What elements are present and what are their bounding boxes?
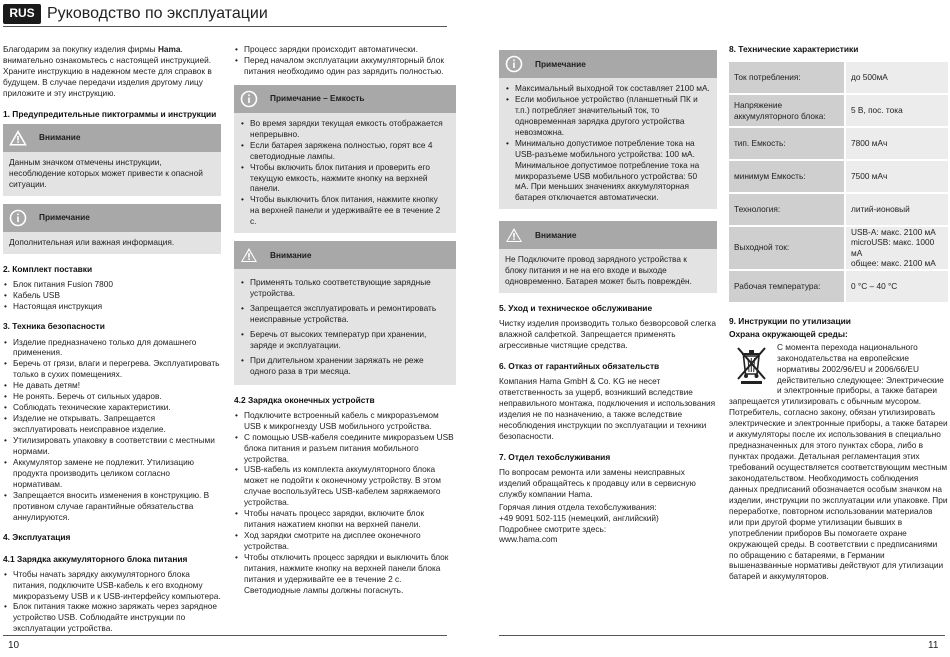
page-title: Руководство по эксплуатации (47, 5, 268, 23)
care-text: Чистку изделия производить только безворсовой слегка влажной салфеткой. Запрещается применять агрессивные чистящие средства. (499, 318, 716, 351)
table-row: Технология: литий-ионовый (729, 193, 948, 226)
list-item: • Блок питания также можно заряжать через зарядное устройство USB. Соблюдайте инструкции по эксплуатации устройства. (3, 601, 221, 634)
section-5-title: 5. Уход и техническое обслуживание (499, 303, 653, 314)
more-info-label: Подробнее смотрите здесь: (499, 523, 607, 534)
charging-list (3, 569, 221, 635)
column-3 (499, 50, 717, 545)
column-2 (234, 44, 456, 601)
list-item: • С помощью USB-кабеля соедините микроразъем USB блока питания и разъем питания мобильного устройства. (234, 432, 456, 465)
page-header (3, 3, 268, 25)
list-item: • USB-кабель из комплекта аккумуляторного блока может не подойти к оконечному устройству. В этом случае воспользуйтесь USB-кабелем заряжаемого устройства. (234, 464, 456, 508)
list-item: • Подключите встроенный кабель с микроразъемом USB к микрогнезду USB мобильного устройства. (234, 410, 456, 432)
header-rule (3, 26, 447, 27)
warranty-text: Компания Hama GmbH & Co. KG не несет ответственность за ущерб, возникший вследствие неправильного монтажа, подключения и использования изделия не по назначению, а также вследствие несоблюдения инструкции по эксплуатации и техники безопасности. (499, 376, 716, 441)
section-4-title: 4. Эксплуатация (3, 532, 71, 543)
hotline-phone: +49 9091 502-115 (немецкий, английский) (499, 512, 659, 523)
warning-box-header: Внимание (234, 241, 456, 269)
table-row: Ток потребления: до 500мА (729, 62, 948, 94)
table-row: Рабочая температура: 0 °C – 40 °C (729, 270, 948, 303)
disposal-text: С момента перехода национального законодательства на европейские нормативы 2002/96/EU и 2006/66/EU действительно следующее: Электрические и электронные приборы, а также батареи запрещается утилизировать с обычным мусором. Потребитель, согласно закону, обязан утилизировать электрические и электронные приборы, а также батареи и аккумуляторы после их использования в специально предназначенных для этого пунктах сбора, либо в пунктах продажи. Детальная регламентация этих требований осуществляется соответствующим местным законодательством. Необходимость соблюдения данных предписаний обозначается особым значком на изделии, инструкции по эксплуатации или упаковке. При переработке, повторном использовании материалов или при другой форме утилизации бывших в употреблении приборов Вы помогаете охране окружающей среды. В соответствии с предписаниями по обращению с батареями, в Германии вышеназванные нормативы действуют для утилизации батарей и аккумуляторов. (729, 341, 948, 582)
list-item: • Максимальный выходной ток составляет 2100 мА. (505, 83, 710, 94)
list-item: • Чтобы начать процесс зарядки, включите блок питания нажатием кнопки на верхней панели. (234, 508, 456, 530)
service-text: По вопросам ремонта или замены неисправных изделий обращайтесь к продавцу или в сервисную службу компании Hama. (499, 466, 696, 499)
list-item: • Настоящая инструкция (3, 301, 221, 312)
list-item: • Если мобильное устройство (планшетный ПК и т.п.) потребляет значительный ток, то одновременная зарядка другого устройства невозможна. (505, 94, 710, 138)
list-item: • Чтобы отключить процесс зарядки и выключить блок питания, нажмите кнопку на верхней панели блока питания и удерживайте ее в течение 2 с. Светодиодные лампы должны погаснуть. (234, 552, 456, 596)
note-box-body (499, 78, 717, 209)
list-item: • Блок питания Fusion 7800 (3, 279, 221, 290)
list-item: • Изделие не открывать. Запрещается эксплуатировать неисправное изделие. (3, 413, 221, 435)
list-item: • Если батарея заряжена полностью, горят все 4 светодиодные лампы. (240, 140, 449, 162)
capacity-note-header: Примечание – Емкость (234, 85, 456, 113)
warning-box-body: Данным значком отмечены инструкции, несоблюдение которых может привести к опасной ситуации. (3, 152, 221, 196)
capacity-note-body (234, 113, 456, 233)
note-box-body: Дополнительная или важная информация. (3, 232, 221, 254)
table-row: Напряжение аккумуляторного блока: 5 В, пос. тока (729, 94, 948, 127)
hotline-label: Горячая линия отдела техобслуживания: (499, 501, 657, 512)
list-item: • Перед началом эксплуатации аккумуляторный блок питания необходимо один раз зарядить полностью. (234, 55, 456, 77)
section-2-title: 2. Комплект поставки (3, 263, 93, 274)
warning-icon (240, 247, 258, 263)
website-link[interactable]: www.hama.com (499, 534, 558, 545)
list-item: • Беречь от грязи, влаги и перегрева. Эксплуатировать только в сухих помещениях. (3, 358, 221, 380)
warning-icon (505, 227, 523, 243)
table-row: минимум Емкость: 7500 мАч (729, 160, 948, 193)
column-4 (729, 44, 948, 588)
warning-box-body (234, 269, 456, 385)
note-box-header: Примечание (499, 50, 717, 78)
section-3-title: 3. Техника безопасности (3, 321, 105, 332)
list-item: • Ход зарядки смотрите на дисплее оконечного устройства. (234, 530, 456, 552)
list-item: • Не ронять. Беречь от сильных ударов. (3, 391, 221, 402)
column-1 (3, 44, 221, 639)
device-charging-list (234, 410, 456, 596)
warning-box-header: Внимание (3, 124, 221, 152)
warning-box-body: Не Подключите провод зарядного устройства к блоку питания и не на его входе и выходе одновременно. Батарея может быть повреждён. (499, 249, 717, 293)
crossed-bin-icon (735, 344, 769, 386)
intro-text: Благодарим за покупку изделия фирмы Hama. внимательно ознакомьтесь с настоящей инструкцией. Храните инструкцию в надежном месте для справок в будущем. В случае передачи изделия другому лицу приложите и эту инструкцию. (3, 44, 212, 98)
page-number-right: 11 (928, 640, 939, 651)
page-number-left: 10 (8, 640, 20, 651)
list-item: • Запрещается вносить изменения в конструкцию. В противном случае гарантийные обязательства аннулируются. (3, 490, 221, 523)
section-1-title: 1. Предупредительные пиктограммы и инструкции (3, 108, 217, 119)
footer-rule-right (499, 635, 945, 636)
list-item: • Изделие предназначено только для домашнего применения. (3, 337, 221, 359)
specs-table (729, 62, 948, 303)
list-item: • Аккумулятор замене не подлежит. Утилизацию продукта производить целиком согласно нормативам. (3, 457, 221, 490)
list-item: • Не давать детям! (3, 380, 221, 391)
language-badge: RUS (3, 4, 41, 24)
warning-box-header: Внимание (499, 221, 717, 249)
disposal-block (729, 342, 948, 583)
warning-icon (9, 130, 27, 146)
info-icon (9, 209, 27, 227)
list-item: • Чтобы выключить блок питания, нажмите кнопку на верхней панели и удерживайте ее в течение 2 с. (240, 194, 449, 227)
list-item: • Минимально допустимое потребление тока на USB-разъеме мобильного устройства: 100 мА. Минимальное допустимое потребление тока на микроразъеме USB мобильного устройства: 50 мА. При меньших значениях аккумуляторная батарея отключается автоматически. (505, 138, 710, 204)
safety-list (3, 337, 221, 523)
section-4-1-title: 4.1 Зарядка аккумуляторного блока питания (3, 553, 188, 564)
section-4-2-title: 4.2 Зарядка оконечных устройств (234, 394, 375, 405)
list-item: • Во время зарядки текущая емкость отображается непрерывно. (240, 118, 449, 140)
note-box-header: Примечание (3, 204, 221, 232)
brand-name: Hama (157, 44, 181, 54)
list-item: • Кабель USB (3, 290, 221, 301)
environment-subtitle: Охрана окружающей среды: (729, 328, 848, 339)
charging-list-cont (234, 44, 456, 77)
delivery-list (3, 279, 221, 312)
section-7-title: 7. Отдел техобслуживания (499, 451, 611, 462)
list-item: • Чтобы включить блок питания и проверить его текущую емкость, нажмите кнопку на верхней панели. (240, 162, 449, 195)
table-row: тип. Емкость: 7800 мАч (729, 127, 948, 160)
list-item: • Соблюдать технические характеристики. (3, 402, 221, 413)
list-item: • Запрещается эксплуатировать и ремонтировать неисправные устройства. (240, 303, 449, 325)
list-item: • Процесс зарядки происходит автоматически. (234, 44, 456, 55)
info-icon (240, 90, 258, 108)
info-icon (505, 55, 523, 73)
list-item: • Утилизировать упаковку в соответствии с местными нормами. (3, 435, 221, 457)
list-item: • Чтобы начать зарядку аккумуляторного блока питания, подключите USB-кабель к его входному микроразъему USB и к USB-интерфейсу компьютера. (3, 569, 221, 602)
list-item: • При длительном хранении заряжать не реже одного раза в три месяца. (240, 355, 449, 377)
table-row: Выходной ток: USB-A: макс. 2100 мА microUSB: макс. 1000 мА общее: макс. 2100 мА (729, 226, 948, 269)
section-8-title: 8. Технические характеристики (729, 44, 859, 54)
section-6-title: 6. Отказ от гарантийных обязательств (499, 361, 660, 372)
list-item: • Беречь от высоких температур при хранении, заряде и эксплуатации. (240, 329, 449, 351)
section-9-title: 9. Инструкции по утилизации (729, 315, 851, 326)
list-item: • Применять только соответствующие зарядные устройства. (240, 277, 449, 299)
footer-rule-left (3, 635, 447, 636)
